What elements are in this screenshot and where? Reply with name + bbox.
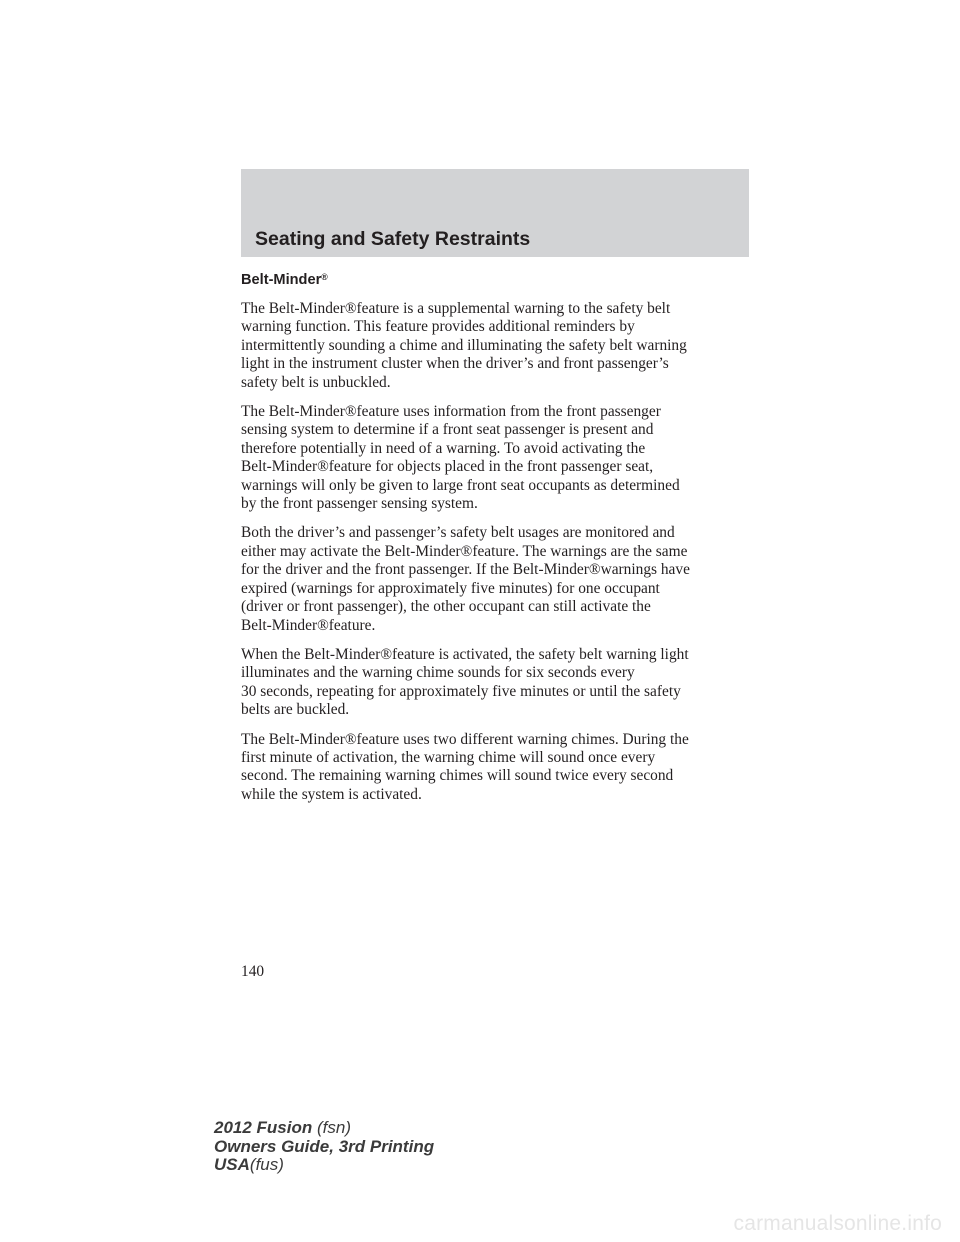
footer-line-market — [214, 1156, 434, 1175]
page-content — [241, 270, 761, 815]
paragraph-line: warnings will only be given to large front seat occupants as determined — [241, 476, 680, 494]
paragraph-line: (driver or front passenger), the other occupant can still activate the — [241, 598, 651, 616]
paragraph-line: Belt-Minder®feature. — [241, 616, 376, 634]
paragraph-line: Both the driver’s and passenger’s safety belt usages are monitored and — [241, 524, 675, 542]
footer-model-code: (fsn) — [317, 1118, 351, 1137]
paragraph-line: expired (warnings for approximately five minutes) for one occupant — [241, 579, 660, 597]
footer-printing: Owners Guide, 3rd Printing — [214, 1136, 435, 1156]
footer-line-model — [214, 1119, 434, 1138]
body-paragraph — [241, 300, 761, 392]
body-paragraph — [241, 646, 761, 720]
paragraph-line: When the Belt-Minder®feature is activated, the safety belt warning light — [241, 645, 689, 663]
paragraph-line: The Belt-Minder®feature is a supplemental warning to the safety belt — [241, 300, 671, 317]
paragraph-line: intermittently sounding a chime and illuminating the safety belt warning — [241, 336, 687, 354]
paragraph-line: second. The remaining warning chimes will sound twice every second — [241, 767, 674, 785]
paragraph-line: The Belt-Minder®feature uses information from the front passenger — [241, 403, 661, 421]
paragraph-line: for the driver and the front passenger. If the Belt-Minder®warnings have — [241, 561, 690, 579]
document-footer — [214, 1119, 434, 1175]
section-header-band — [241, 169, 749, 257]
page-number: 140 — [241, 963, 265, 980]
registered-mark: ® — [321, 272, 328, 283]
paragraph-line: light in the instrument cluster when the driver’s and front passenger’s — [241, 355, 669, 373]
paragraph-line: sensing system to determine if a front seat passenger is present and — [241, 421, 654, 439]
paragraph-line: safety belt is unbuckled. — [241, 373, 391, 391]
paragraph-line: either may activate the Belt-Minder®feature. The warnings are the same — [241, 542, 688, 560]
body-paragraphs — [241, 300, 761, 804]
watermark: carmanualsonline.info — [733, 1212, 942, 1235]
paragraph-line: first minute of activation, the warning chime will sound once every — [241, 748, 656, 766]
body-paragraph — [241, 403, 761, 513]
paragraph-line: illuminates and the warning chime sounds for six seconds every — [241, 664, 635, 682]
paragraph-line: Belt-Minder®feature for objects placed in the front passenger seat, — [241, 458, 654, 476]
paragraph-line: therefore potentially in need of a warning. To avoid activating the — [241, 439, 646, 457]
paragraph-line: 30 seconds, repeating for approximately five minutes or until the safety — [241, 682, 681, 700]
paragraph-line: belts are buckled. — [241, 701, 350, 719]
paragraph-line: The Belt-Minder®feature uses two different warning chimes. During the — [241, 730, 689, 748]
footer-market: USA — [214, 1155, 250, 1174]
section-heading-text: Belt-Minder — [241, 272, 322, 288]
paragraph-line: by the front passenger sensing system. — [241, 495, 478, 513]
body-paragraph — [241, 731, 761, 805]
section-header-title: Seating and Safety Restraints — [255, 228, 531, 250]
section-heading — [241, 270, 761, 290]
paragraph-line: warning function. This feature provides additional reminders by — [241, 318, 635, 336]
body-paragraph — [241, 524, 761, 634]
footer-market-code: (fus) — [249, 1155, 284, 1174]
paragraph-line: while the system is activated. — [241, 785, 422, 803]
footer-model: 2012 Fusion — [214, 1118, 313, 1137]
